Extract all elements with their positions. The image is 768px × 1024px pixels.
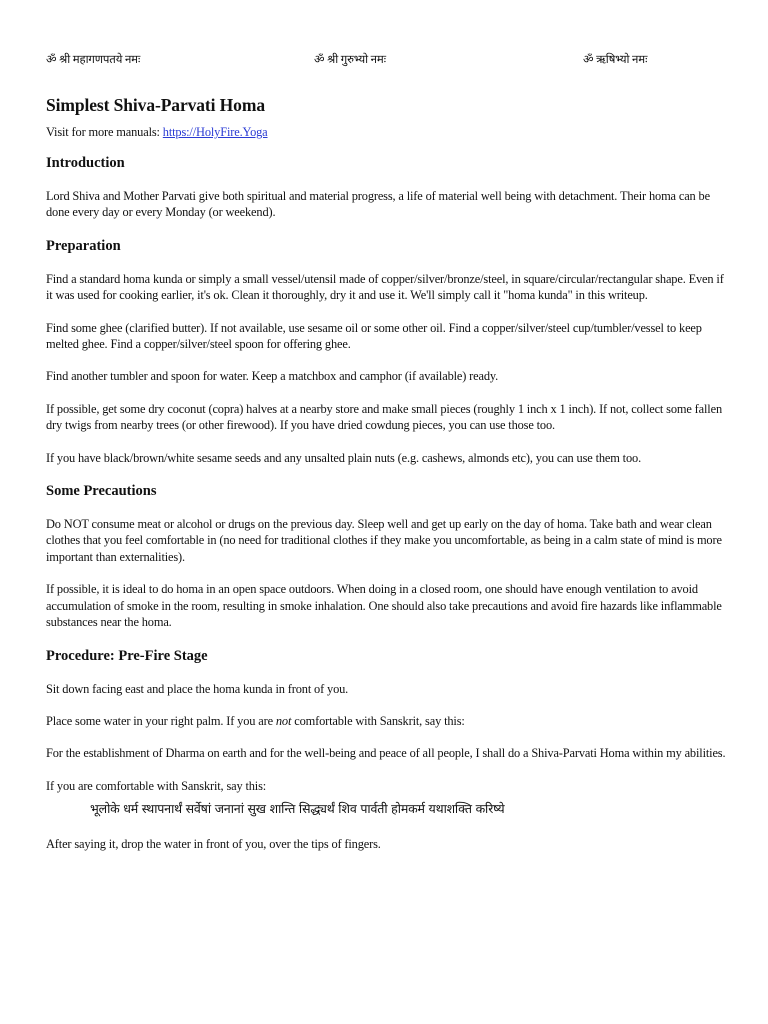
preparation-paragraph-4: If possible, get some dry coconut (copra) halves at a nearby store and make small pieces (roughly 1 inch x 1 inch). If not, collect some fallen dry twigs from nearby trees (or other firewood). If you have dried cowdung pieces, you can use those too. bbox=[46, 401, 722, 433]
precautions-paragraph-2: If possible, it is ideal to do homa in an open space outdoors. When doing in a closed room, one should have enough ventilation to avoid accumulation of smoke in the room, resulting in smoke inhalation. One should also take precautions and avoid fire hazards like inflammable substances near the homa. bbox=[46, 582, 722, 630]
prefire-p2-emphasis: not bbox=[275, 713, 292, 728]
prefire-paragraph-3: For the establishment of Dharma on earth and for the well-being and peace of all people, I shall do a Shiva-Parvati Homa within my abilities. bbox=[46, 746, 726, 761]
preparation-paragraph-3: Find another tumbler and spoon for water. Keep a matchbox and camphor (if available) ready. bbox=[46, 369, 499, 384]
holyfire-link[interactable]: https://HolyFire.Yoga bbox=[162, 125, 268, 139]
preparation-paragraph-5: If you have black/brown/white sesame seeds and any unsalted plain nuts (e.g. cashews, almonds etc), you can use them too. bbox=[46, 450, 642, 465]
sanskrit-sankalpa: भूलोके धर्म स्थापनार्थं सर्वेषां जनानां सुख शान्ति सिद्ध्यर्थं शिव पार्वती होमकर्म यथाशक्ति करिष्ये bbox=[90, 801, 505, 817]
heading-prefire-stage: Procedure: Pre-Fire Stage bbox=[46, 647, 208, 664]
heading-preparation: Preparation bbox=[46, 237, 121, 254]
intro-paragraph: Lord Shiva and Mother Parvati give both spiritual and material progress, a life of material well being with detachment. Their homa can be done every day or every Monday (or weekend). bbox=[46, 189, 710, 220]
heading-introduction: Introduction bbox=[46, 155, 125, 171]
prefire-paragraph-1: Sit down facing east and place the homa kunda in front of you. bbox=[46, 681, 349, 696]
invocation-guru: ॐ श्री गुरुभ्यो नमः bbox=[314, 54, 386, 66]
visit-prefix: Visit for more manuals: bbox=[46, 125, 163, 139]
preparation-paragraph-1: Find a standard homa kunda or simply a small vessel/utensil made of copper/silver/bronze/steel, in square/circular/rectangular shape. Even if it was used for cooking earlier, it's ok. Clean it thoroughly, dry it and use it. We'll simply call it "homa kunda" in this writeup. bbox=[46, 271, 724, 303]
heading-precautions: Some Precautions bbox=[46, 483, 157, 500]
document-page bbox=[46, 52, 726, 853]
preparation-paragraph-2: Find some ghee (clarified butter). If not available, use sesame oil or some other oil. Find a copper/silver/steel cup/tumbler/vessel to keep melted ghee. Find a copper/silver/steel spoon for offering ghee. bbox=[46, 320, 702, 352]
prefire-paragraph-4: If you are comfortable with Sanskrit, say this: bbox=[46, 778, 267, 793]
invocation-rishi: ॐ ऋषिभ्यो नमः bbox=[583, 54, 648, 66]
prefire-paragraph-2 bbox=[46, 713, 726, 729]
prefire-p2-before: Place some water in your right palm. If you are bbox=[46, 713, 276, 728]
invocation-header bbox=[46, 52, 726, 72]
precautions-paragraph-1: Do NOT consume meat or alcohol or drugs on the previous day. Sleep well and get up early on the day of homa. Take bath and wear clean clothes that you feel comfortable in (no need for traditional clothes if they make you uncomfortable, as being in a calm state of mind is more important than externalities). bbox=[46, 517, 722, 564]
prefire-paragraph-5: After saying it, drop the water in front of you, over the tips of fingers. bbox=[46, 837, 381, 852]
document-title: Simplest Shiva-Parvati Homa bbox=[46, 95, 265, 115]
invocation-ganapati: ॐ श्री महागणपतये नमः bbox=[46, 54, 141, 66]
visit-line bbox=[46, 124, 726, 140]
prefire-p2-after: comfortable with Sanskrit, say this: bbox=[291, 713, 465, 728]
